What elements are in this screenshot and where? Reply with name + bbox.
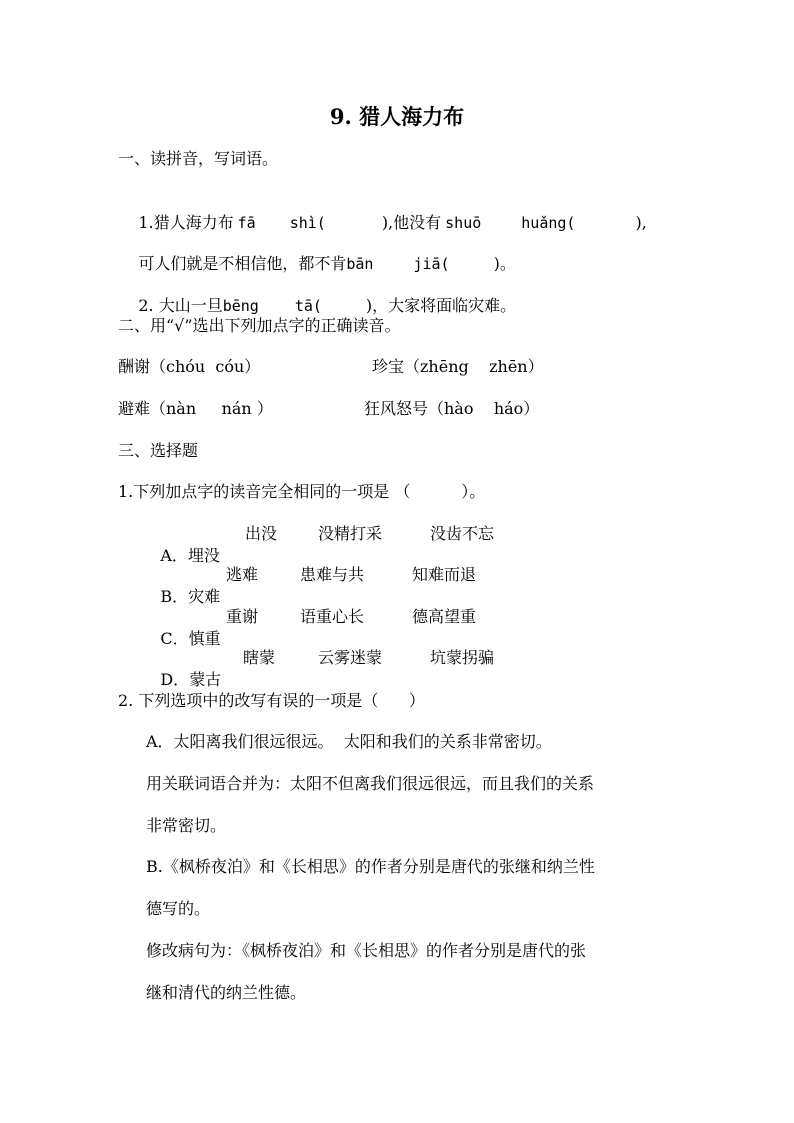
q1-pinyin-5: bān: [346, 255, 374, 273]
option-label: C．: [160, 629, 189, 648]
q1-pinyin-4: huǎng(: [521, 214, 576, 232]
q1-pinyin-2: shì(: [289, 214, 326, 232]
option-label: B．: [160, 587, 189, 606]
q2-pinyin-2: tā(: [294, 297, 322, 315]
q2-text-line: 德写的。: [146, 899, 211, 918]
option-word: 坑蒙拐骗: [430, 648, 495, 667]
q1-pinyin-6: jiā(: [413, 255, 450, 273]
q2-text-line: 用关联词语合并为：太阳不但离我们很远很远，而且我们的关系: [146, 774, 595, 793]
option-word: 云雾迷蒙: [318, 648, 383, 667]
q1-pinyin-3: shuō: [445, 214, 482, 232]
option-word: 患难与共: [300, 565, 365, 584]
section-3-heading: 三、选择题: [118, 441, 199, 460]
section-1-heading: 一、读拼音，写词语。: [118, 149, 279, 168]
section-2-heading: 二、用“√”选出下列加点字的正确读音。: [118, 316, 401, 335]
q2-prefix: 2. 大山一旦: [138, 296, 223, 315]
q1-line2-prefix: 可人们就是不相信他，都不肯: [138, 254, 347, 273]
reading-item: 狂风怒号（hào háo）: [364, 399, 540, 418]
q2-end: )，大家将面临灾难。: [365, 296, 517, 315]
q1-pinyin-1: fā: [237, 214, 256, 232]
option-word: 知难而退: [412, 565, 477, 584]
q2-text-line: 非常密切。: [146, 816, 227, 835]
option-label: D．: [160, 670, 190, 689]
choice-question-2-stem: 2. 下列选项中的改写有误的一项是（ ）: [118, 691, 425, 710]
reading-item: 酬谢（chóu cóu）: [118, 357, 261, 376]
option-word: 慎重: [188, 629, 221, 648]
q1-end: ),: [635, 213, 647, 232]
reading-item: 珍宝（zhēng zhēn）: [372, 357, 544, 376]
option-label: A．: [160, 546, 188, 565]
q2-pinyin-1: bēng: [222, 297, 259, 315]
option-word: 没齿不忘: [430, 524, 495, 543]
option-word: 逃难: [226, 565, 259, 584]
q1-line2-end: )。: [493, 254, 516, 273]
option-word: 出没: [245, 524, 278, 543]
option-word: 埋没: [187, 546, 220, 565]
option-word: 瞎蒙: [243, 648, 276, 667]
q1-prefix: 1.猎人海力布: [138, 213, 234, 232]
choice-question-1-stem: 1.下列加点字的读音完全相同的一项是 （ ）。: [118, 482, 486, 501]
option-word: 德高望重: [412, 607, 477, 626]
reading-item: 避难（nàn nán ）: [118, 399, 273, 418]
option-word: 蒙古: [189, 670, 222, 689]
page-title: 9. 猎人海力布: [329, 104, 465, 129]
q2-text-line: B.《枫桥夜泊》和《长相思》的作者分别是唐代的张继和纳兰性: [146, 857, 595, 876]
option-word: 没精打采: [318, 524, 383, 543]
q2-text-line: A．太阳离我们很远很远。 太阳和我们的关系非常密切。: [146, 732, 552, 751]
option-word: 重谢: [226, 607, 259, 626]
q2-text-line: 修改病句为：《枫桥夜泊》和《长相思》的作者分别是唐代的张: [146, 941, 587, 960]
q2-text-line: 继和清代的纳兰性德。: [146, 983, 307, 1002]
q1-mid: ),他没有: [381, 213, 442, 232]
option-word: 灾难: [188, 587, 221, 606]
option-word: 语重心长: [300, 607, 365, 626]
